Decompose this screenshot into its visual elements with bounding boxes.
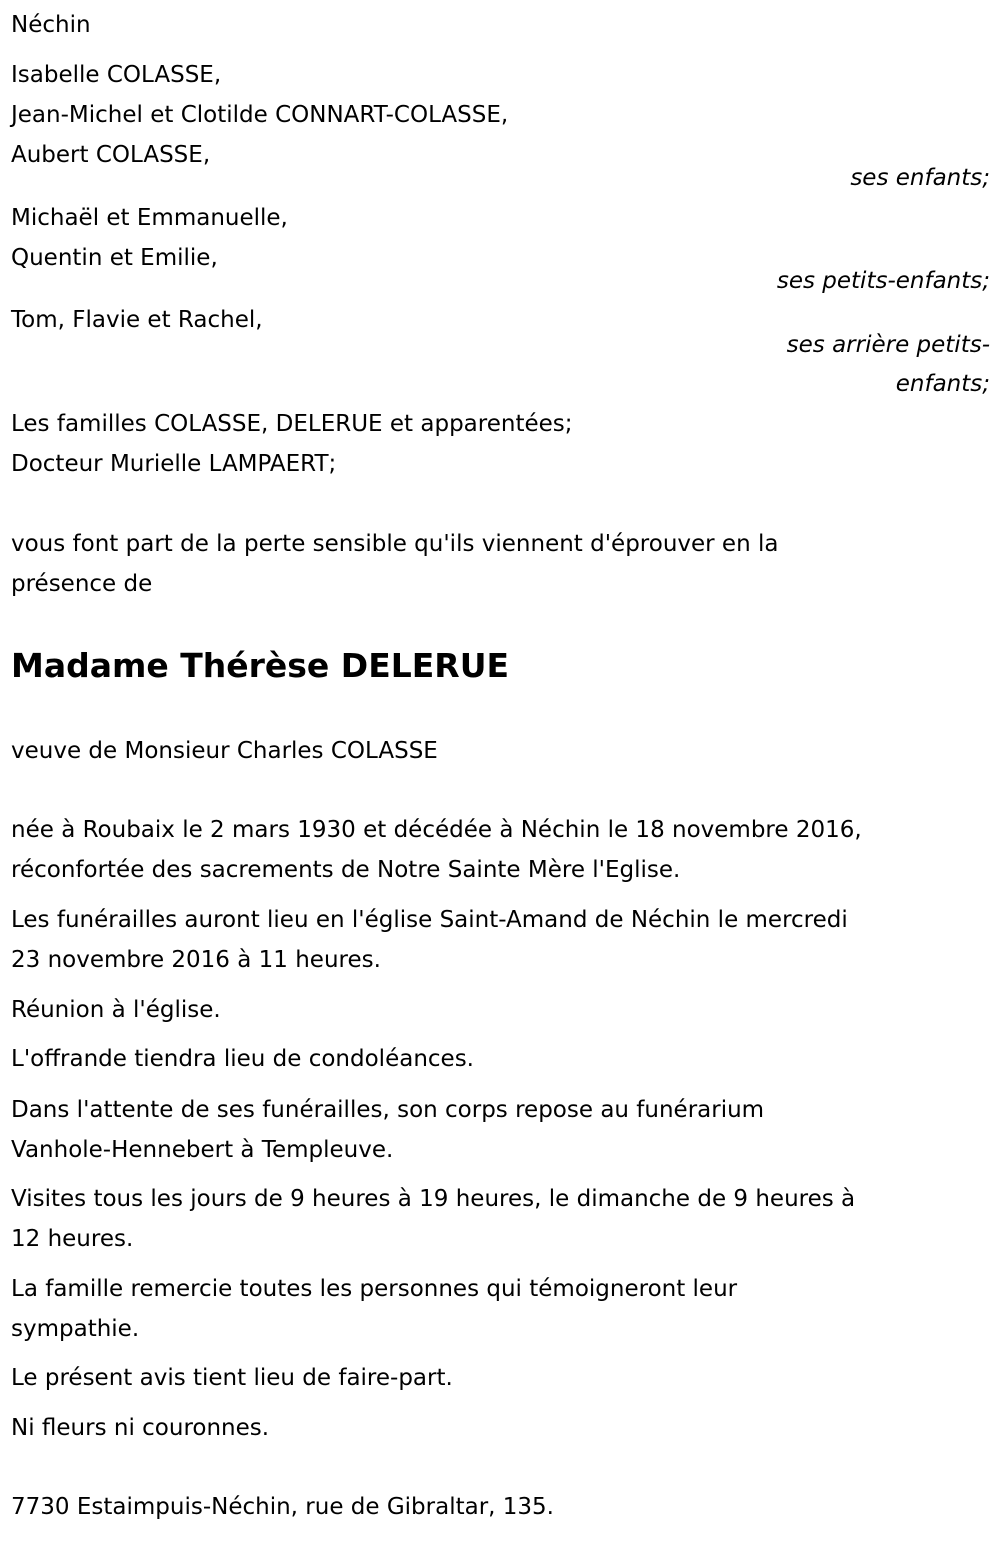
birth-death: réconfortée des sacrements de Notre Sainte Mère l'Eglise.	[11, 857, 681, 883]
deceased-name: Madame Thérèse DELERUE	[11, 646, 510, 685]
visits: 12 heures.	[11, 1226, 134, 1252]
funeral: Les funérailles auront lieu en l'église Saint-Amand de Néchin le mercredi	[11, 907, 848, 933]
flowers: Ni fleurs ni couronnes.	[11, 1415, 270, 1441]
grandchild-line: Quentin et Emilie,	[11, 245, 218, 271]
meeting: Réunion à l'église.	[11, 997, 221, 1023]
thanks: La famille remercie toutes les personnes qui témoigneront leur	[11, 1276, 738, 1302]
great-grandchild-line: Tom, Flavie et Rachel,	[11, 307, 263, 333]
great-grandchildren-label: enfants;	[895, 371, 990, 397]
announcement: présence de	[11, 571, 153, 597]
great-grandchildren-label: ses arrière petits-	[786, 332, 990, 358]
offering: L'offrande tiendra lieu de condoléances.	[11, 1046, 474, 1072]
children-label: ses enfants;	[850, 165, 990, 191]
funeral: 23 novembre 2016 à 11 heures.	[11, 947, 381, 973]
rests: Vanhole-Hennebert à Templeuve.	[11, 1137, 394, 1163]
grandchild-line: Michaël et Emmanuelle,	[11, 205, 288, 231]
thanks: sympathie.	[11, 1316, 140, 1342]
child-line: Jean-Michel et Clotilde CONNART-COLASSE,	[11, 102, 509, 128]
announcement: vous font part de la perte sensible qu'ils viennent d'éprouver en la	[11, 531, 779, 557]
family-line: Docteur Murielle LAMPAERT;	[11, 451, 337, 477]
widow-of: veuve de Monsieur Charles COLASSE	[11, 738, 438, 764]
notice: Le présent avis tient lieu de faire-part.	[11, 1365, 453, 1391]
child-line: Isabelle COLASSE,	[11, 62, 222, 88]
address: 7730 Estaimpuis-Néchin, rue de Gibraltar, 135.	[11, 1494, 554, 1520]
rests: Dans l'attente de ses funérailles, son corps repose au funérarium	[11, 1097, 765, 1123]
birth-death: née à Roubaix le 2 mars 1930 et décédée à Néchin le 18 novembre 2016,	[11, 817, 862, 843]
child-line: Aubert COLASSE,	[11, 142, 211, 168]
family-line: Les familles COLASSE, DELERUE et apparentées;	[11, 411, 573, 437]
visits: Visites tous les jours de 9 heures à 19 heures, le dimanche de 9 heures à	[11, 1186, 856, 1212]
grandchildren-label: ses petits-enfants;	[776, 268, 990, 294]
place: Néchin	[11, 12, 91, 38]
